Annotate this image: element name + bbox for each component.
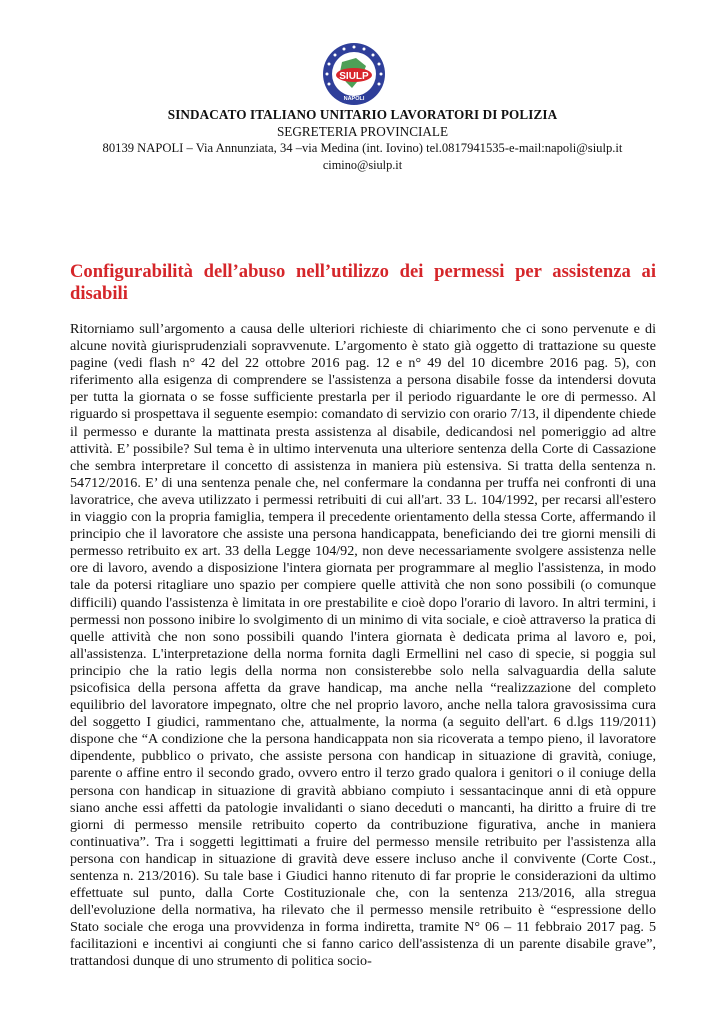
- logo-text: SIULP: [339, 71, 369, 82]
- office-name: SEGRETERIA PROVINCIALE: [276, 124, 449, 139]
- organization-name: SINDACATO ITALIANO UNITARIO LAVORATORI DI POLIZIA: [167, 107, 558, 122]
- siulp-emblem-icon: [322, 42, 386, 106]
- letterhead: [70, 106, 655, 174]
- article-title: Configurabilità dell’abuso nell’utilizzo dei permessi per assistenza ai disabili: [70, 261, 656, 304]
- logo-subtext: NAPOLI: [343, 96, 365, 102]
- contact-email: cimino@siulp.it: [322, 158, 403, 172]
- siulp-logo: [322, 42, 386, 106]
- article-paragraph: Ritorniamo sull’argomento a causa delle ulteriori richieste di chiarimento che ci sono pervenute e di alcune novità giurisprudenziali sopravvenute. L’argomento è stato già oggetto di trattazione su queste pagine (vedi flash n° 42 del 22 ottobre 2016 pag. 12 e n° 49 del 10 dicembre 2016 pag. 5), con riferimento alla esigenza di comprendere se l'assistenza a persona disabile fosse da intendersi dovuta per tutta la giornata o se fosse sufficiente prestarla per il periodo riguardante le ore di permesso. Al riguardo si prospettava il seguente esempio: comandato di servizio con orario 7/13, il dipendente chiede il permesso e durante la mattinata presta assistenza al disabile, dedicandosi nel pomeriggio ad altre attività. E’ possibile? Sul tema è in ultimo intervenuta una ulteriore sentenza della Corte di Cassazione che sembra interpretare il concetto di assistenza in maniera più estensiva. Si tratta della sentenza n. 54712/2016. E’ di una sentenza penale che, nel confermare la condanna per truffa nei confronti di una lavoratrice, che aveva utilizzato i permessi retribuiti di cui all'art. 33 L. 104/1992, per recarsi all'estero in viaggio con la propria famiglia, tempera il precedente orientamento della stessa Corte, affermando il principio che il lavoratore che assiste una persona handicappata, beneficiando dei tre giorni mensili di permesso retribuito ex art. 33 della Legge 104/92, non deve necessariamente svolgere assistenza nelle ore di lavoro, avendo a disposizione l'intera giornata per programmare al meglio l'assistenza, in modo tale da potersi ritagliare uno spazio per compiere quelle attività che non sono possibili (o comunque difficili) quando l'assistenza è limitata in ore prestabilite e cioè dopo l'orario di lavoro. In altri termini, i permessi non possono inibire lo svolgimento di un minimo di vita sociale, e cioè attraverso la pratica di quelle attività che non sono possibili quando l'intera giornata è dedicata prima al lavoro e, poi, all'assistenza. L'interpretazione della norma fornita dagli Ermellini nel caso di specie, si poggia sul principio che la ratio legis della norma non consisterebbe solo nella salvaguardia della salute psicofisica della persona affetta da grave handicap, ma anche nella “realizzazione del completo equilibrio del lavoratore impegnato, oltre che nel proprio lavoro, anche nella talora gravosissima cura del soggetto I giudici, rammentano che, attualmente, la norma (a seguito dell'art. 6 d.lgs 119/2011) dispone che “A condizione che la persona handicappata non sia ricoverata a tempo pieno, il lavoratore dipendente, pubblico o privato, che assiste persona con handicap in situazione di gravità, coniuge, parente o affine entro il secondo grado, ovvero entro il terzo grado qualora i genitori o il coniuge della persona con handicap in situazione di gravità abbiano compiuto i sessantacinque anni di età oppure siano anche essi affetti da patologie invalidanti o siano deceduti o mancanti, ha diritto a fruire di tre giorni di permesso mensile retribuito coperto da contribuzione figurativa, anche in maniera continuativa”. Tra i soggetti legittimati a fruire del permesso mensile retribuito per l'assistenza alla persona con handicap in situazione di gravità deve essere incluso anche il convivente (Corte Cost., sentenza n. 213/2016). Su tale base i Giudici hanno ritenuto di far proprie le considerazioni da ultimo effettuate sul punto, dalla Corte Costituzionale che, con la sentenza 213/2016, alla stregua dell'evoluzione della normativa, ha rilevato che il permesso mensile retribuito è “espressione dello Stato sociale che eroga una provvidenza in forma indiretta, tramite N° 06 – 11 febbraio 2017 pag. 5 facilitazioni e incentivi ai congiunti che si fanno carico dell'assistenza di un parente disabile grave”, trattandosi dunque di uno strumento di politica socio-: [70, 321, 656, 970]
- office-address: 80139 NAPOLI – Via Annunziata, 34 –via Medina (int. Iovino) tel.0817941535-e-mail:napoli@siulp.it: [102, 141, 623, 155]
- article-body: [70, 321, 656, 971]
